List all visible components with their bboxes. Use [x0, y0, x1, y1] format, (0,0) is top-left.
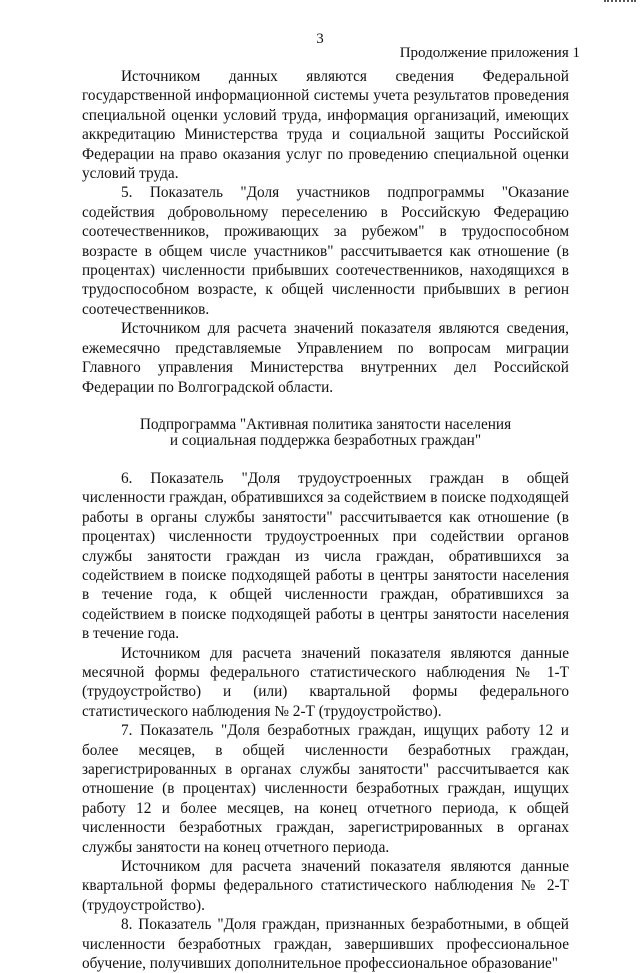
paragraph-data-source-1: Источником данных являются сведения Федеральной государственной информационной системы учета результатов проведения специальной оценки условий труда, информация организаций, имеющих аккредитацию Министерства труда и социальной защиты Российской Федерации на право оказания услуг по проведению специальной оценки условий труда. [82, 68, 569, 183]
page-number: 3 [316, 31, 324, 47]
paragraph-data-source-3: Источником для расчета значений показателя являются данные месячной формы федерального статистического наблюдения № 1-Т (трудоустройство) и (или) квартальной формы федерального статистического наблюдения № 2-Т (трудоустройство). [82, 644, 569, 720]
scan-corner-mark [604, 0, 636, 6]
paragraph-indicator-5: 5. Показатель "Доля участников подпрограммы "Оказание содействия добровольному переселению в Российскую Федерацию соотечественников, проживающих за рубежом" в трудоспособном возрасте в общем числе участников" рассчитывается как отношение (в процентах) численности прибывших соотечественников, находящихся в трудоспособном возрасте, к общей численности прибывших в регион соотечественников. [82, 184, 569, 318]
paragraph-indicator-8: 8. Показатель "Доля граждан, признанных безработными, в общей численности безработных граждан, завершивших профессиональное обучение, получивших дополнительное профессиональное образование" [82, 916, 569, 973]
paragraph-data-source-2: Источником для расчета значений показателя являются сведения, ежемесячно представляемые Управлением по вопросам миграции Главного управления Министерства внутренних дел Российской Федерации по Волгоградской области. [82, 320, 569, 396]
paragraph-indicator-7: 7. Показатель "Доля безработных граждан, ищущих работу 12 и более месяцев, в общей численности безработных граждан, зарегистрированных в органах службы занятости" рассчитывается как отношение (в процентах) численности безработных граждан, ищущих работу 12 и более месяцев, на конец отчетного периода, к общей численности безработных граждан, зарегистрированных в органах службы занятости на конец отчетного периода. [82, 722, 569, 856]
document-body [82, 67, 569, 973]
appendix-continuation-label: Продолжение приложения 1 [399, 45, 580, 61]
paragraph-data-source-4: Источником для расчета значений показателя являются данные квартальной формы федерального статистического наблюдения № 2-Т (трудоустройство). [82, 858, 569, 914]
paragraph-indicator-6: 6. Показатель "Доля трудоустроенных граждан в общей численности граждан, обратившихся за содействием в поиске подходящей работы в органы службы занятости" рассчитывается как отношение (в процентах) численности трудоустроенных при содействии органов службы занятости граждан из числа граждан, обратившихся за содействием в поиске подходящей работы в центры занятости населения в течение года, к общей численности граждан, обратившихся за содействием в поиске подходящей работы в центры занятости населения в течение года. [82, 469, 569, 643]
subprogram-heading-line-2: и социальная поддержка безработных граждан" [169, 431, 482, 449]
subprogram-heading [82, 417, 569, 449]
subprogram-heading-line-1: Подпрограмма "Активная политика занятости населения [139, 415, 512, 433]
